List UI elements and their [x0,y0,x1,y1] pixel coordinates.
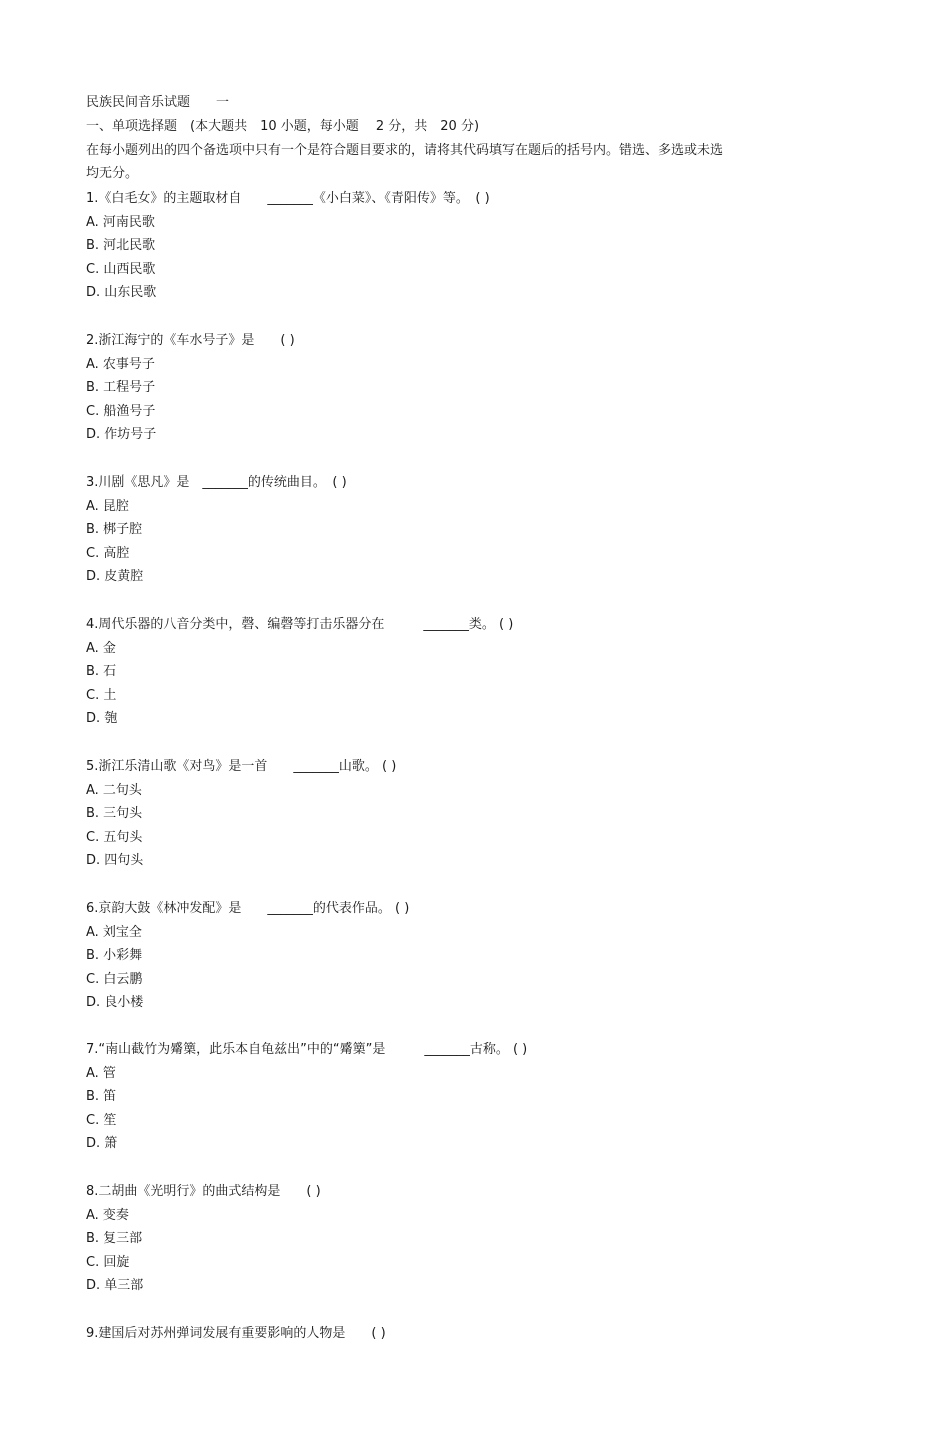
option-b: B. 河北民歌 [86,238,156,254]
question-3 [86,474,347,592]
question-stem: 3.川剧《思凡》是 _______的传统曲目。 ( ) [86,475,347,490]
section-heading: 一、单项选择题 (本大题共 10 小题，每小题 2 分，共 20 分) [86,119,480,134]
option-c: C. 五句头 [86,829,143,845]
option-a: A. 河南民歌 [86,214,155,230]
option-a: A. 金 [86,640,116,656]
instructions-line-1: 在每小题列出的四个备选项中只有一个是符合题目要求的，请将其代码填写在题后的括号内。错选、多选或未选 [86,143,724,158]
option-c: C. 笙 [86,1112,117,1128]
option-b: B. 石 [86,664,117,680]
option-c: C. 船渔号子 [86,403,156,419]
option-a: A. 昆腔 [86,498,129,514]
option-d: D. 山东民歌 [86,285,157,301]
option-a: A. 农事号子 [86,356,155,372]
question-7 [86,1041,527,1159]
option-c: C. 高腔 [86,545,130,561]
document-title: 民族民间音乐试题 一 [86,95,230,110]
question-5 [86,758,396,876]
option-d: D. 良小楼 [86,995,144,1011]
question-4 [86,616,513,734]
option-b: B. 三句头 [86,806,143,822]
option-d: D. 匏 [86,711,118,727]
question-stem: 8.二胡曲《光明行》的曲式结构是 ( ) [86,1184,321,1199]
option-a: A. 管 [86,1065,116,1081]
question-stem: 6.京韵大鼓《林冲发配》是 _______的代表作品。 ( ) [86,901,410,916]
option-b: B. 工程号子 [86,380,156,396]
option-d: D. 单三部 [86,1278,144,1294]
option-d: D. 皮黄腔 [86,569,144,585]
option-a: A. 变奏 [86,1207,129,1223]
question-2 [86,332,295,450]
question-1 [86,190,490,308]
question-stem: 9.建国后对苏州弹词发展有重要影响的人物是 ( ) [86,1326,386,1341]
option-c: C. 山西民歌 [86,261,156,277]
option-c: C. 土 [86,687,117,703]
option-a: A. 二句头 [86,782,142,798]
question-stem: 2.浙江海宁的《车水号子》是 ( ) [86,333,295,348]
instructions-line-2: 均无分。 [86,166,139,181]
option-b: B. 小彩舞 [86,948,143,964]
question-9 [86,1325,386,1349]
option-c: C. 白云鹏 [86,971,143,987]
option-d: D. 作坊号子 [86,427,157,443]
option-c: C. 回旋 [86,1254,130,1270]
option-d: D. 四句头 [86,853,144,869]
option-b: B. 复三部 [86,1231,143,1247]
question-6 [86,900,409,1018]
option-d: D. 箫 [86,1136,118,1152]
question-stem: 7.“南山截竹为觱篥，此乐本自龟兹出”中的“觱篥”是 _______古称。 ( ) [86,1042,528,1057]
question-8 [86,1183,321,1301]
question-stem: 4.周代乐器的八音分类中，磬、编磬等打击乐器分在 _______类。 ( ) [86,617,514,632]
option-a: A. 刘宝全 [86,924,142,940]
option-b: B. 梆子腔 [86,522,143,538]
question-stem: 1.《白毛女》的主题取材自 _______《小白菜》、《青阳传》等。 ( ) [86,191,490,206]
option-b: B. 笛 [86,1089,117,1105]
question-stem: 5.浙江乐清山歌《对鸟》是一首 _______山歌。 ( ) [86,759,397,774]
